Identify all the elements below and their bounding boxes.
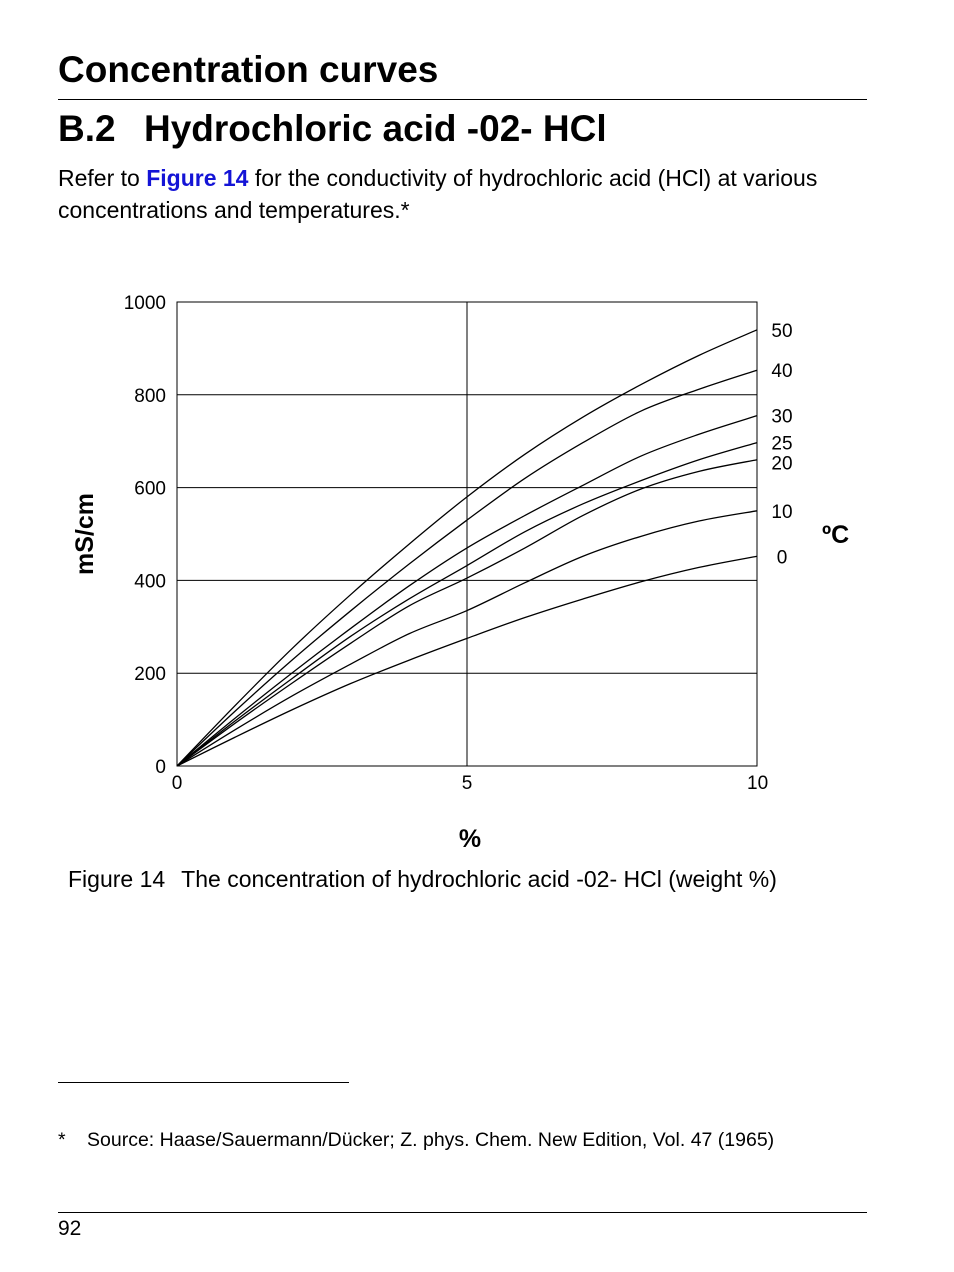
header-rule	[58, 99, 867, 100]
section-title: Concentration curves	[58, 49, 439, 90]
y-tick-label: 400	[134, 571, 166, 593]
heading-text: Hydrochloric acid -02- HCl	[144, 108, 607, 149]
temperature-unit-label: ºC	[822, 521, 850, 549]
x-tick-label: 0	[171, 773, 183, 794]
series-label-0: 0	[776, 547, 788, 569]
heading-number: B.2	[58, 108, 116, 149]
y-axis-label: mS/cm	[71, 493, 99, 575]
footnote-mark: *	[58, 1129, 66, 1151]
series-label-25: 25	[771, 433, 793, 455]
footnote	[58, 1128, 848, 1153]
chart-grid	[177, 302, 757, 766]
conductivity-chart	[0, 280, 954, 860]
figure-caption	[68, 864, 777, 894]
intro-text-after: for the conductivity of hydrochloric acid (HCl) at various concentrations and temperatures.*	[58, 165, 818, 223]
y-tick-label: 200	[134, 664, 166, 686]
series-label-30: 30	[771, 406, 793, 428]
page-heading	[58, 106, 607, 152]
intro-text-before: Refer to	[58, 165, 147, 191]
chart-labels	[71, 293, 849, 853]
y-tick-label: 1000	[123, 293, 166, 314]
y-tick-label: 800	[134, 385, 166, 407]
footnote-rule	[58, 1082, 349, 1083]
caption-label: Figure 14	[68, 866, 166, 892]
x-tick-label: 5	[461, 773, 473, 794]
intro-paragraph	[58, 162, 858, 226]
caption-text: The concentration of hydrochloric acid -02- HCl (weight %)	[181, 866, 777, 892]
figure-14-link[interactable]: Figure 14	[146, 165, 249, 191]
page-number: 92	[58, 1217, 82, 1240]
y-tick-label: 600	[134, 478, 166, 500]
series-label-10: 10	[771, 501, 793, 523]
y-tick-label: 0	[155, 757, 166, 778]
series-label-50: 50	[771, 320, 793, 342]
series-label-20: 20	[771, 453, 793, 475]
x-tick-label: 10	[747, 773, 769, 794]
footer-rule	[58, 1212, 867, 1213]
footnote-text: Source: Haase/Sauermann/Dücker; Z. phys. Chem. New Edition, Vol. 47 (1965)	[87, 1129, 775, 1151]
x-axis-label: %	[458, 825, 482, 853]
series-label-40: 40	[771, 361, 793, 383]
